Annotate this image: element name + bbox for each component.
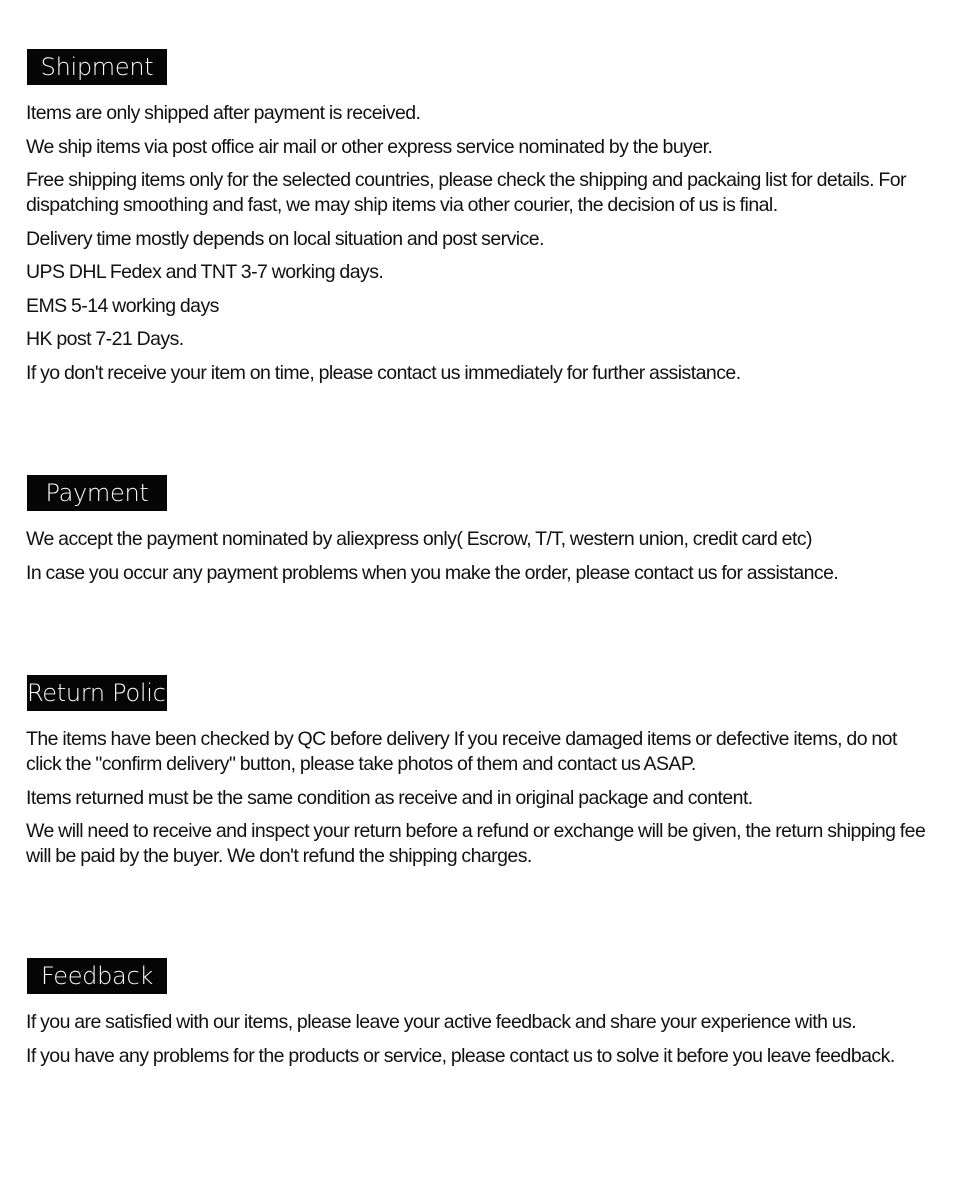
feedback-line: If you are satisfied with our items, please leave your active feedback and share your experience with us.	[26, 1011, 857, 1033]
shipment-line: Items are only shipped after payment is received.	[26, 102, 421, 124]
shipment-text-list	[26, 101, 926, 394]
return-policy-line: The items have been checked by QC before delivery If you receive damaged items or defective items, do not click the "confirm delivery" button, please take photos of them and contact us ASAP.	[26, 728, 897, 775]
feedback-heading: Feedback	[27, 958, 167, 994]
return-policy-heading: Return Policy	[27, 675, 167, 711]
shipment-line: Delivery time mostly depends on local situation and post service.	[26, 227, 544, 250]
return-policy-line: Items returned must be the same condition as receive and in original package and content.	[26, 786, 753, 809]
shipment-line: If yo don't receive your item on time, please contact us immediately for further assistance.	[26, 361, 741, 384]
shipment-line: EMS 5-14 working days	[26, 294, 219, 317]
payment-text-list	[26, 527, 926, 594]
shipment-heading: Shipment	[27, 49, 167, 85]
shipment-line: UPS DHL Fedex and TNT 3-7 working days.	[26, 261, 384, 283]
payment-line: In case you occur any payment problems when you make the order, please contact us for assistance.	[26, 561, 839, 584]
payment-line: We accept the payment nominated by aliexpress only( Escrow, T/T, western union, credit card etc)	[26, 528, 812, 550]
return-policy-line: We will need to receive and inspect your return before a refund or exchange will be given, the return shipping fee will be paid by the buyer. We don't refund the shipping charges.	[26, 820, 926, 867]
shipment-line: HK post 7-21 Days.	[26, 328, 184, 350]
payment-heading: Payment	[27, 475, 167, 511]
shipment-line: We ship items via post office air mail or other express service nominated by the buyer.	[26, 135, 713, 158]
return-policy-text-list	[26, 727, 926, 878]
feedback-text-list	[26, 1010, 926, 1077]
feedback-line: If you have any problems for the products or service, please contact us to solve it before you leave feedback.	[26, 1044, 895, 1067]
shipment-line: Free shipping items only for the selected countries, please check the shipping and packaing list for details. For dispatching smoothing and fast, we may ship items via other courier, the decision of us is final.	[26, 169, 906, 216]
